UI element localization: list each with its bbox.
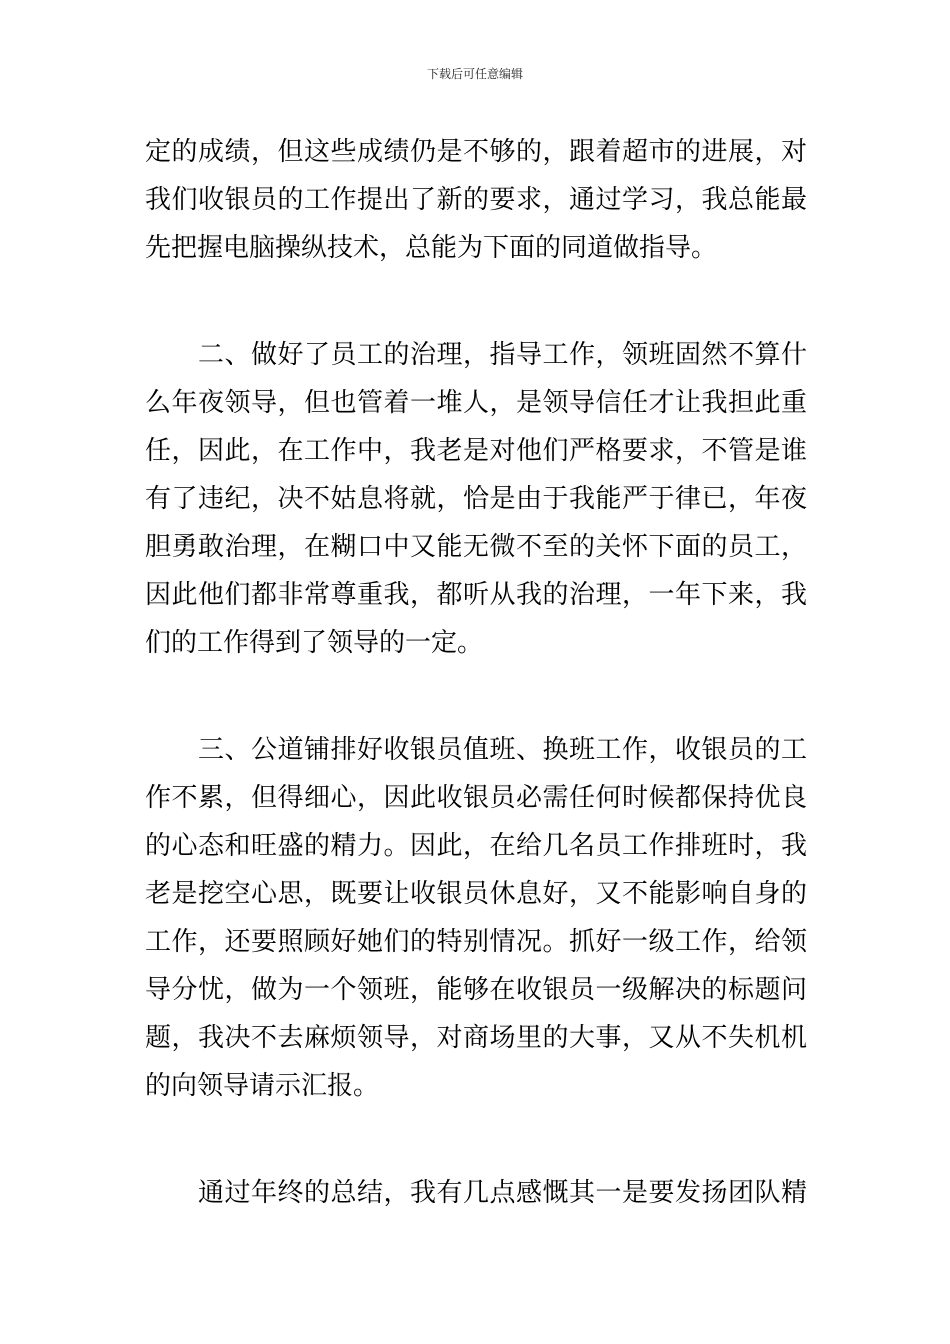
text-line: 题，我决不去麻烦领导，对商场里的大事，又从不失机机 [145, 1023, 807, 1053]
page-header: 下载后可任意编辑 [426, 67, 523, 81]
text-line: 的向领导请示汇报。 [145, 1071, 380, 1101]
text-line: 的心态和旺盛的精力。因此，在给几名员工作排班时，我 [145, 831, 807, 861]
document-body [145, 128, 807, 1217]
text-line: 老是挖空心思，既要让收银员休息好，又不能影响自身的 [145, 879, 807, 909]
text-line: 工作，还要照顾好她们的特别情况。抓好一级工作，给领 [145, 927, 807, 957]
text-line: 我们收银员的工作提出了新的要求，通过学习，我总能最 [145, 185, 807, 215]
text-line: 三、公道铺排好收银员值班、换班工作，收银员的工 [198, 735, 807, 765]
text-line: 任，因此，在工作中，我老是对他们严格要求，不管是谁 [145, 436, 807, 466]
text-line: 二、做好了员工的治理，指导工作，领班固然不算什 [198, 340, 807, 370]
paragraph-1 [145, 128, 807, 272]
paragraph-2 [145, 331, 807, 667]
paragraph-spacer [145, 667, 807, 726]
text-line: 作不累，但得细心，因此收银员必需任何时候都保持优良 [145, 783, 807, 813]
text-line: 导分忧，做为一个领班，能够在收银员一级解决的标题问 [145, 975, 807, 1005]
text-line: 因此他们都非常尊重我，都听从我的治理，一年下来，我 [145, 580, 807, 610]
text-line: 有了违纪，决不姑息将就，恰是由于我能严于律已，年夜 [145, 484, 807, 514]
paragraph-spacer [145, 1110, 807, 1169]
text-line: 通过年终的总结，我有几点感慨其一是要发扬团队精 [198, 1178, 807, 1208]
paragraph-4 [145, 1169, 807, 1217]
text-line: 么年夜领导，但也管着一堆人，是领导信任才让我担此重 [145, 388, 807, 418]
text-line: 胆勇敢治理，在糊口中又能无微不至的关怀下面的员工， [145, 532, 807, 562]
paragraph-spacer [145, 272, 807, 331]
text-line: 定的成绩，但这些成绩仍是不够的，跟着超市的进展，对 [145, 137, 807, 167]
text-line: 先把握电脑操纵技术，总能为下面的同道做指导。 [145, 233, 718, 263]
text-line: 们的工作得到了领导的一定。 [145, 628, 484, 658]
paragraph-3 [145, 726, 807, 1110]
